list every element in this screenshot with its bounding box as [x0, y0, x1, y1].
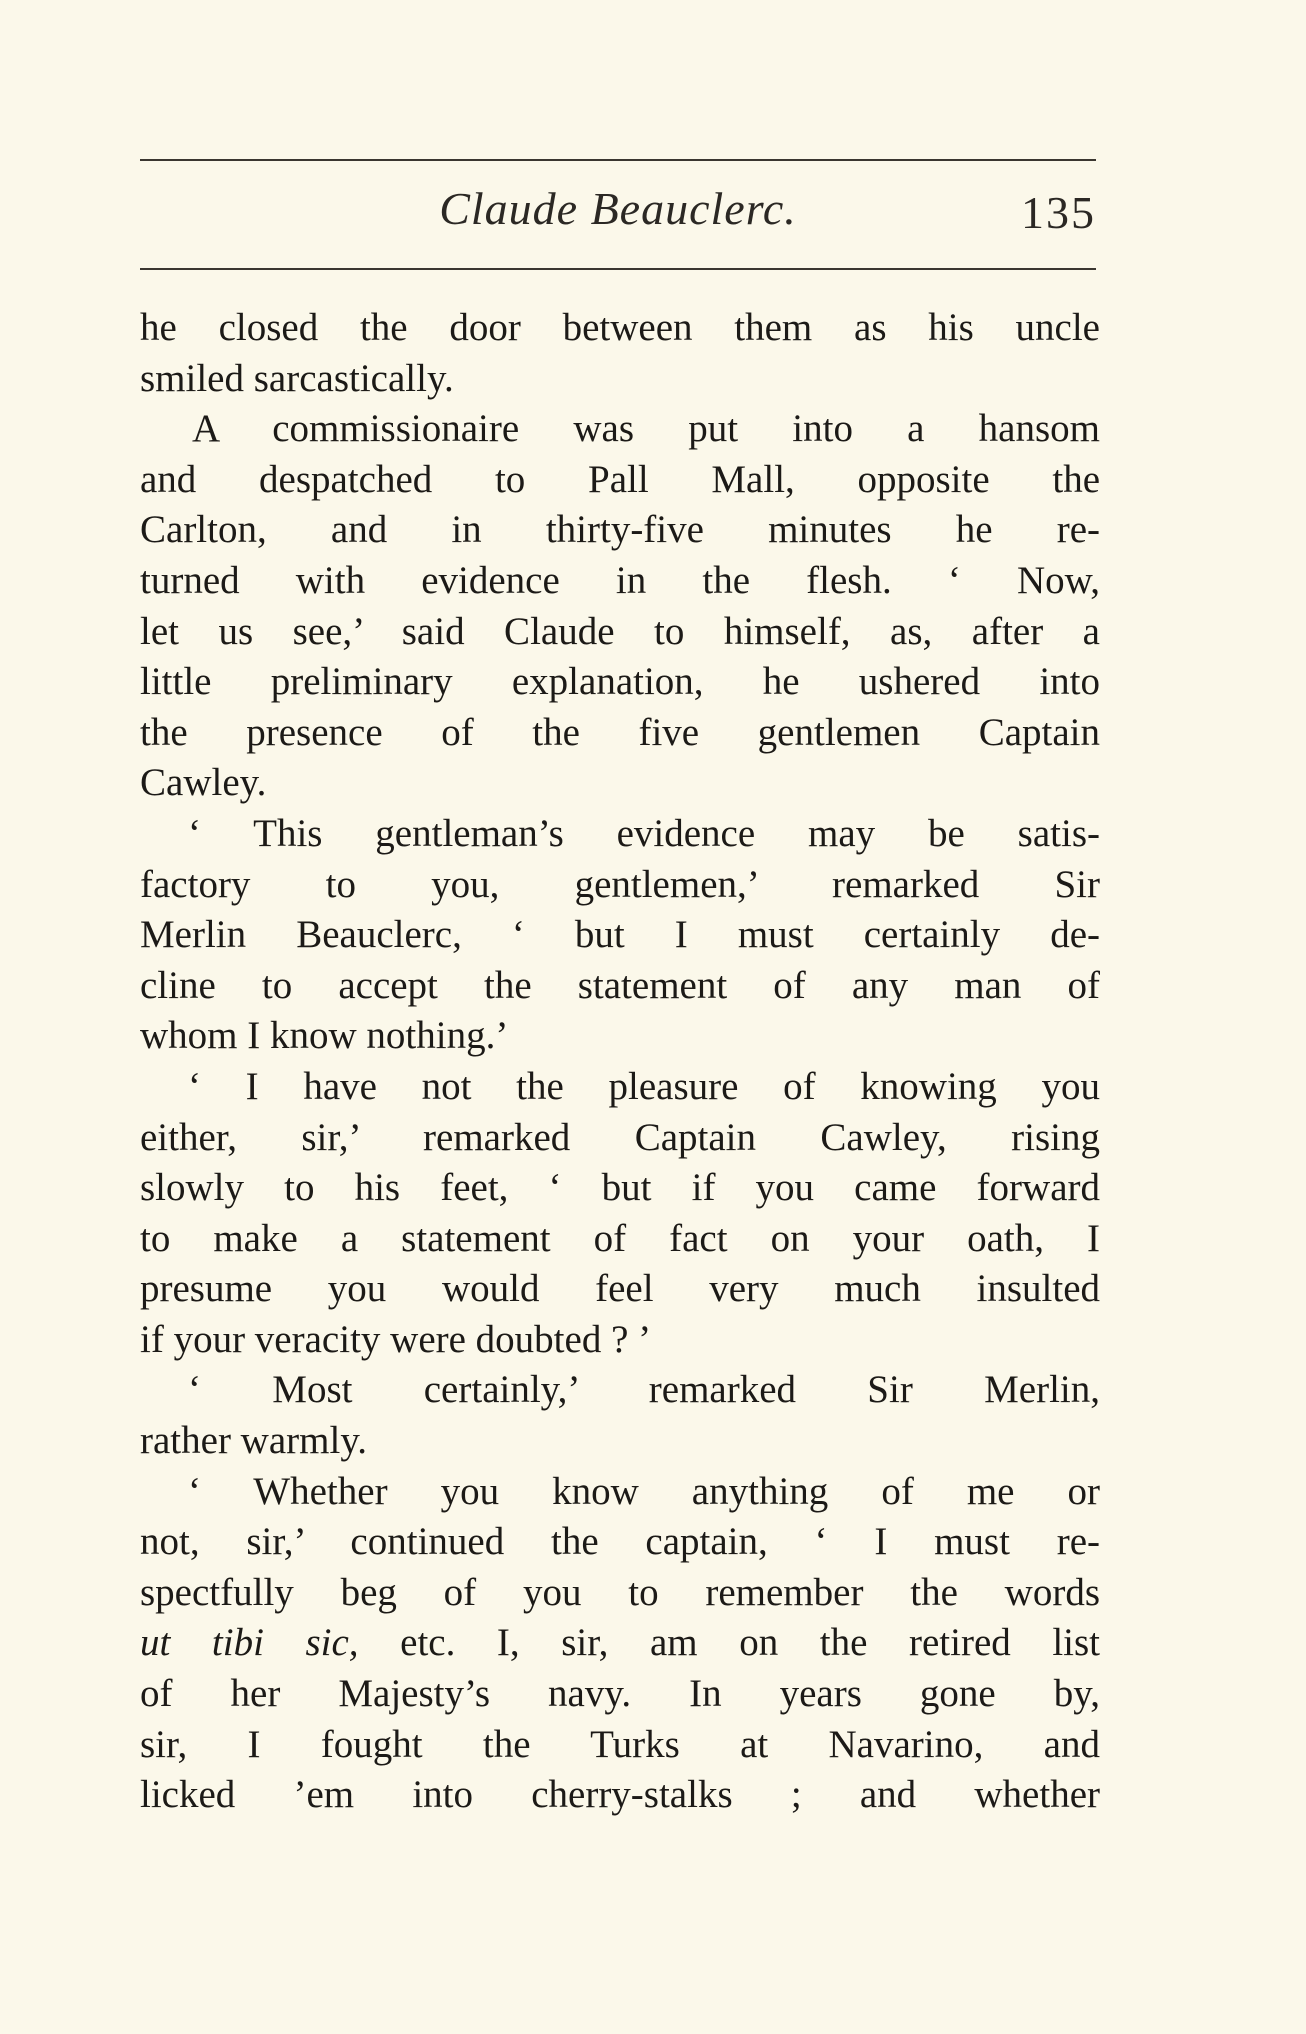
text-line: little preliminary explanation, he ushered into [140, 660, 1100, 704]
latin-phrase: ut tibi sic, [140, 1621, 359, 1665]
text-line: Cawley. [140, 761, 267, 805]
text-line: rather warmly. [140, 1419, 368, 1463]
text-line: not, sir,’ continued the captain, ‘ I must re- [140, 1520, 1100, 1564]
text-line: to make a statement of fact on your oath, I [140, 1216, 1100, 1260]
text-line-latin [140, 1618, 1100, 1669]
text-line-rest: etc. I, sir, am on the retired list [400, 1621, 1101, 1665]
running-head [140, 176, 1096, 256]
text-line: smiled sarcastically. [140, 356, 454, 400]
page-number: 135 [1021, 187, 1096, 238]
text-line: licked ’em into cherry-stalks ; and whether [140, 1773, 1100, 1817]
text-line: whom I know nothing.’ [140, 1014, 509, 1058]
body-text [140, 303, 1100, 1821]
text-line: ‘ Most certainly,’ remarked Sir Merlin, [188, 1368, 1100, 1412]
text-line: he closed the door between them as his uncle [140, 306, 1100, 349]
text-line: ‘ Whether you know anything of me or [188, 1469, 1100, 1513]
text-line: spectfully beg of you to remember the words [140, 1570, 1100, 1614]
text-line: Merlin Beauclerc, ‘ but I must certainly de- [140, 913, 1100, 957]
header-rule-bottom [140, 268, 1096, 270]
text-line: slowly to his feet, ‘ but if you came forward [140, 1166, 1100, 1210]
text-line: if your veracity were doubted ? ’ [140, 1317, 652, 1361]
text-line: either, sir,’ remarked Captain Cawley, rising [140, 1115, 1100, 1159]
text-line: Carlton, and in thirty-five minutes he re- [140, 508, 1100, 552]
running-title: Claude Beauclerc. [439, 183, 797, 234]
header-rule-top [140, 159, 1096, 161]
text-line: factory to you, gentlemen,’ remarked Sir [140, 862, 1100, 906]
text-line: ‘ I have not the pleasure of knowing you [188, 1064, 1100, 1108]
text-line: ‘ This gentleman’s evidence may be satis- [188, 811, 1100, 855]
text-line: the presence of the five gentlemen Captain [140, 710, 1100, 754]
text-line: of her Majesty’s navy. In years gone by, [140, 1672, 1100, 1716]
text-line: A commissionaire was put into a hansom [192, 407, 1100, 451]
text-line: and despatched to Pall Mall, opposite the [140, 457, 1100, 501]
text-line: sir, I fought the Turks at Navarino, and [140, 1722, 1100, 1766]
text-line: turned with evidence in the flesh. ‘ Now, [140, 558, 1100, 602]
text-line: cline to accept the statement of any man of [140, 963, 1100, 1007]
text-line: let us see,’ said Claude to himself, as, after a [140, 609, 1100, 653]
text-line: presume you would feel very much insulted [140, 1267, 1100, 1311]
